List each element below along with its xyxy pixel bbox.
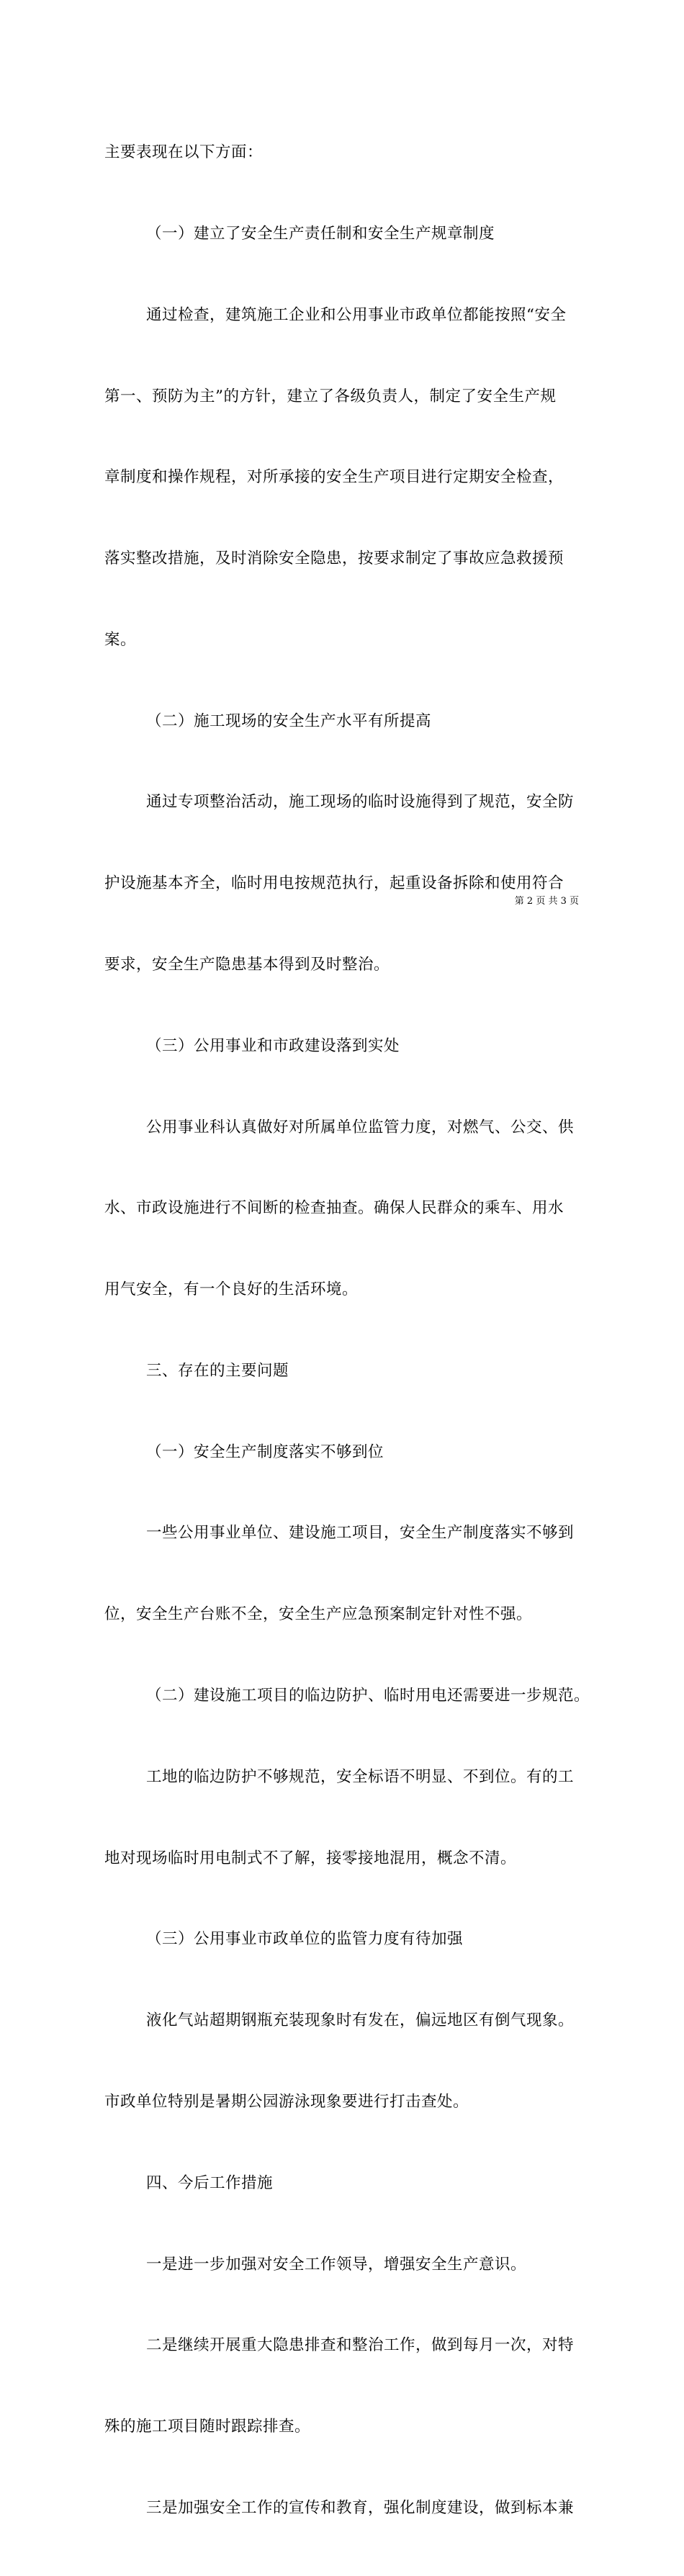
text-line: 公用事业科认真做好对所属单位监管力度，对燃气、公交、供 bbox=[146, 1118, 575, 1136]
text-line: 三是加强安全工作的宣传和教育，强化制度建设，做到标本兼 bbox=[146, 2498, 575, 2517]
text-line: 用气安全，有一个良好的生活环境。 bbox=[104, 1280, 359, 1299]
section-heading: 三、存在的主要问题 bbox=[146, 1361, 289, 1380]
text-line: 水、市政设施进行不间断的检查抽查。确保人民群众的乘车、用水 bbox=[104, 1199, 564, 1218]
body-text bbox=[104, 85, 590, 2576]
section-heading: （二）施工现场的安全生产水平有所提高 bbox=[146, 712, 432, 730]
text-line: 一些公用事业单位、建设施工项目，安全生产制度落实不够到 bbox=[146, 1524, 575, 1543]
document-body bbox=[104, 85, 590, 2576]
text-line: 落实整改措施，及时消除安全隐患，按要求制定了事故应急救援预 bbox=[104, 549, 564, 568]
text-line: 护设施基本齐全，临时用电按规范执行，起重设备拆除和使用符合 bbox=[104, 874, 564, 893]
section-heading: 四、今后工作措施 bbox=[146, 2173, 274, 2192]
text-line: 要求，安全生产隐患基本得到及时整治。 bbox=[104, 956, 390, 974]
page-number: 第 2 页 共 3 页 bbox=[514, 896, 579, 907]
section-heading: （三）公用事业和市政建设落到实处 bbox=[146, 1036, 400, 1055]
text-line: 一是进一步加强对安全工作领导，增强安全生产意识。 bbox=[146, 2255, 527, 2274]
section-heading: （三）公用事业市政单位的监管力度有待加强 bbox=[146, 1930, 464, 1949]
section-heading: （二）建设施工项目的临边防护、临时用电还需要进一步规范。 bbox=[146, 1687, 590, 1705]
text-line: 通过专项整治活动，施工现场的临时设施得到了规范，安全防 bbox=[146, 793, 575, 812]
section-heading: （一）安全生产制度落实不够到位 bbox=[146, 1442, 384, 1461]
text-line: 第一、预防为主”的方针，建立了各级负责人，制定了安全生产规 bbox=[104, 387, 557, 405]
text-line: 章制度和操作规程，对所承接的安全生产项目进行定期安全检查， bbox=[104, 468, 564, 487]
text-line: 位，安全生产台账不全，安全生产应急预案制定针对性不强。 bbox=[104, 1605, 533, 1624]
text-line: 地对现场临时用电制式不了解，接零接地混用，概念不清。 bbox=[104, 1849, 517, 1867]
text-line: 通过检查，建筑施工企业和公用事业市政单位都能按照“安全 bbox=[146, 305, 567, 324]
text-line: 案。 bbox=[104, 630, 137, 649]
text-line: 液化气站超期钢瓶充装现象时有发在，偏远地区有倒气现象。 bbox=[146, 2011, 575, 2030]
text-line: 市政单位特别是暑期公园游泳现象要进行打击查处。 bbox=[104, 2092, 469, 2111]
text-line: 主要表现在以下方面： bbox=[104, 143, 264, 162]
text-line: 二是继续开展重大隐患排查和整治工作，做到每月一次，对特 bbox=[146, 2336, 575, 2355]
text-line: 殊的施工项目随时跟踪排查。 bbox=[104, 2418, 311, 2436]
section-heading: （一）建立了安全生产责任制和安全生产规章制度 bbox=[146, 224, 495, 243]
text-line: 工地的临边防护不够规范，安全标语不明显、不到位。有的工 bbox=[146, 1767, 575, 1786]
